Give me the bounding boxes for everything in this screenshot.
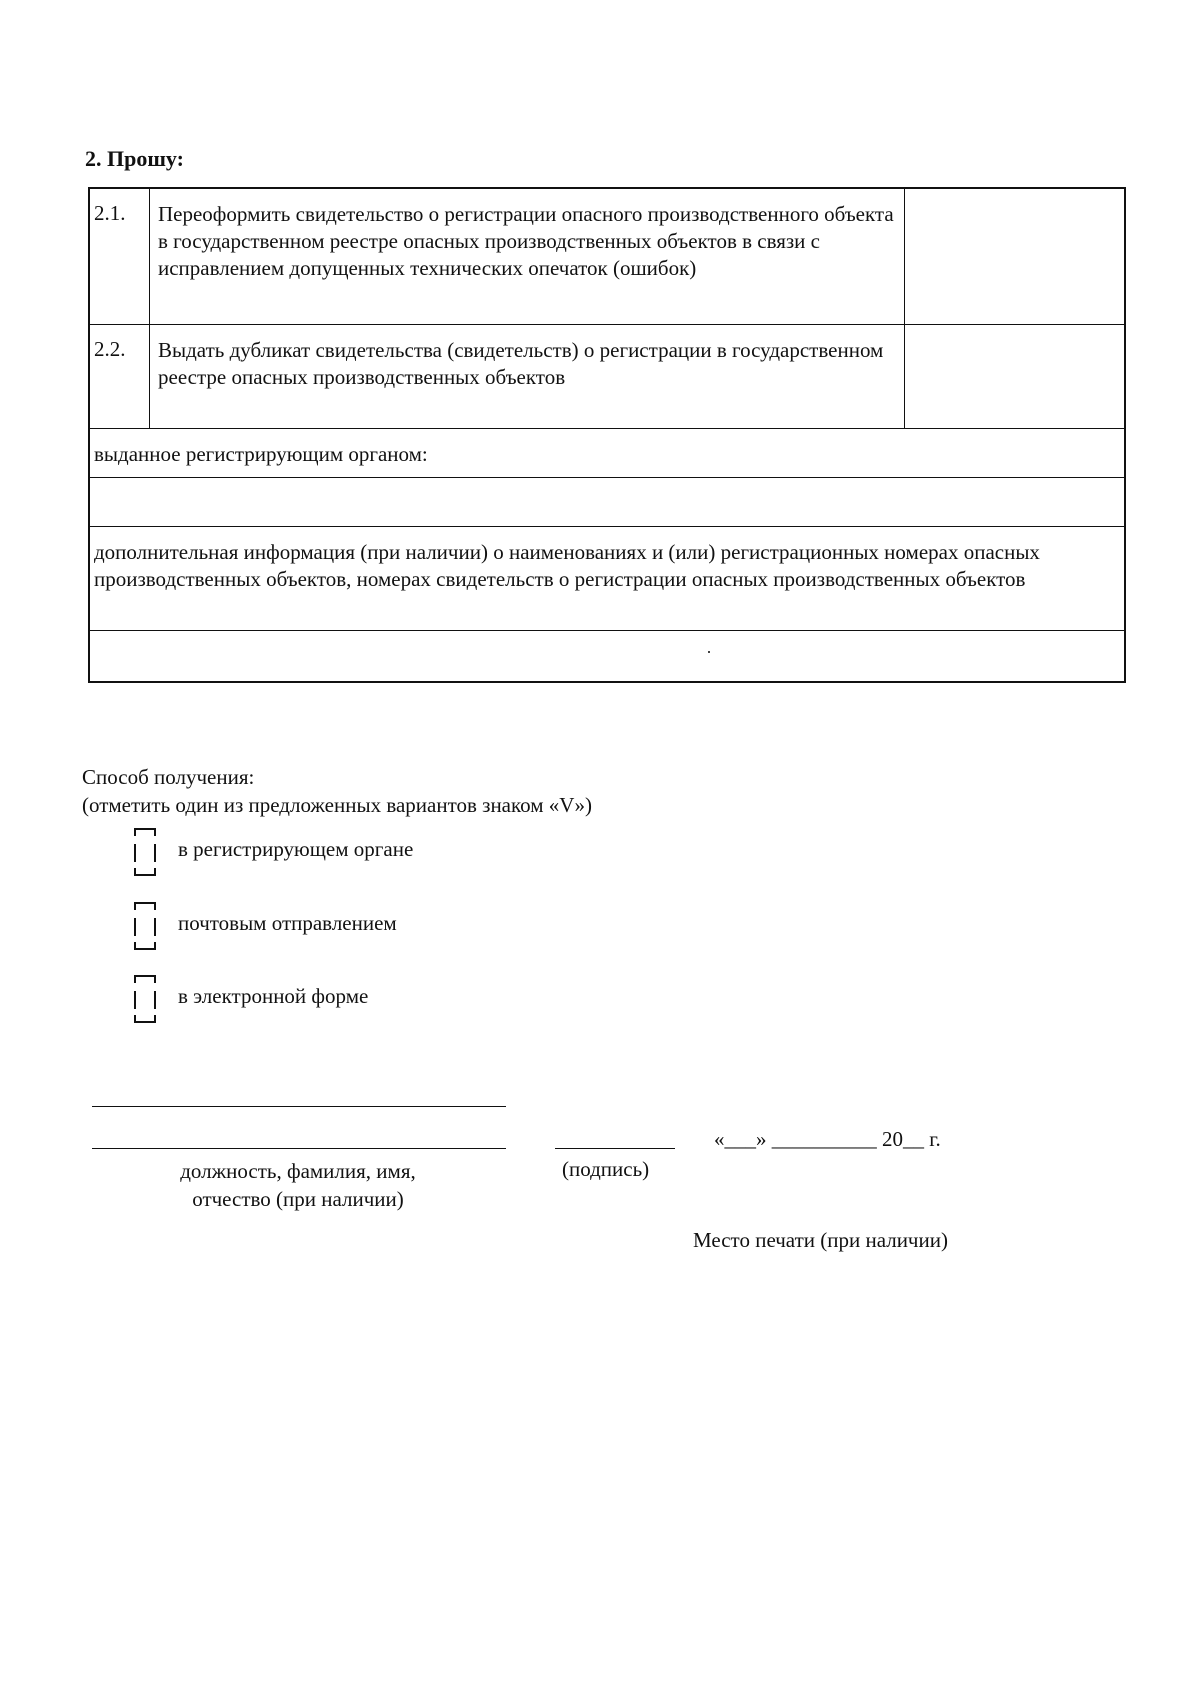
option-registering-body[interactable] bbox=[134, 828, 413, 876]
mark-cell-reissue[interactable] bbox=[905, 189, 1124, 324]
signature-label: (подпись) bbox=[562, 1157, 650, 1181]
request-table bbox=[88, 187, 1126, 683]
row-text: Выдать дубликат свидетельства (свидетельств) о регистрации в государственном реестре опасных производственных объектов bbox=[150, 325, 905, 428]
signature-line[interactable] bbox=[555, 1148, 675, 1149]
receipt-method-title: Способ получения: bbox=[82, 765, 255, 789]
table-row bbox=[90, 189, 1124, 325]
row-text: Переоформить свидетельство о регистрации опасного производственного объекта в государственном реестре опасных производственных объектов в связи с исправлением допущенных технических опечаток (ошибок) bbox=[150, 189, 905, 324]
option-label: в электронной форме bbox=[178, 983, 369, 1008]
date-field[interactable]: «___» __________ 20__ г. bbox=[714, 1127, 941, 1151]
option-label: в регистрирующем органе bbox=[178, 836, 414, 861]
option-label: почтовым отправлением bbox=[178, 910, 397, 935]
section-title: 2. Прошу: bbox=[85, 146, 184, 171]
position-line-2[interactable] bbox=[92, 1148, 506, 1149]
receipt-method-hint: (отметить один из предложенных вариантов знаком «V») bbox=[82, 793, 592, 817]
position-label-line-1: должность, фамилия, имя, bbox=[180, 1159, 416, 1183]
option-postal[interactable] bbox=[134, 902, 397, 950]
stamp-place-label: Место печати (при наличии) bbox=[693, 1228, 948, 1252]
issued-by-label: выданное регистрирующим органом: bbox=[90, 429, 1124, 478]
checkbox[interactable] bbox=[134, 902, 154, 950]
option-electronic[interactable] bbox=[134, 975, 368, 1023]
position-label bbox=[140, 1157, 456, 1213]
table-row bbox=[90, 325, 1124, 429]
additional-info-label: дополнительная информация (при наличии) о наименованиях и (или) регистрационных номерах опасных производственных объектов, номерах свидетельств о регистрации опасных производственных объектов bbox=[90, 527, 1124, 631]
checkbox[interactable] bbox=[134, 828, 154, 876]
mark-cell-duplicate[interactable] bbox=[905, 325, 1124, 428]
position-label-line-2: отчество (при наличии) bbox=[192, 1187, 404, 1211]
receipt-method-heading bbox=[82, 763, 592, 819]
issued-by-field[interactable] bbox=[90, 478, 1124, 527]
scan-dot bbox=[708, 651, 710, 653]
row-number: 2.1. bbox=[90, 189, 150, 324]
position-line-1[interactable] bbox=[92, 1106, 506, 1107]
checkbox[interactable] bbox=[134, 975, 154, 1023]
row-number: 2.2. bbox=[90, 325, 150, 428]
additional-info-field[interactable] bbox=[90, 631, 1124, 681]
